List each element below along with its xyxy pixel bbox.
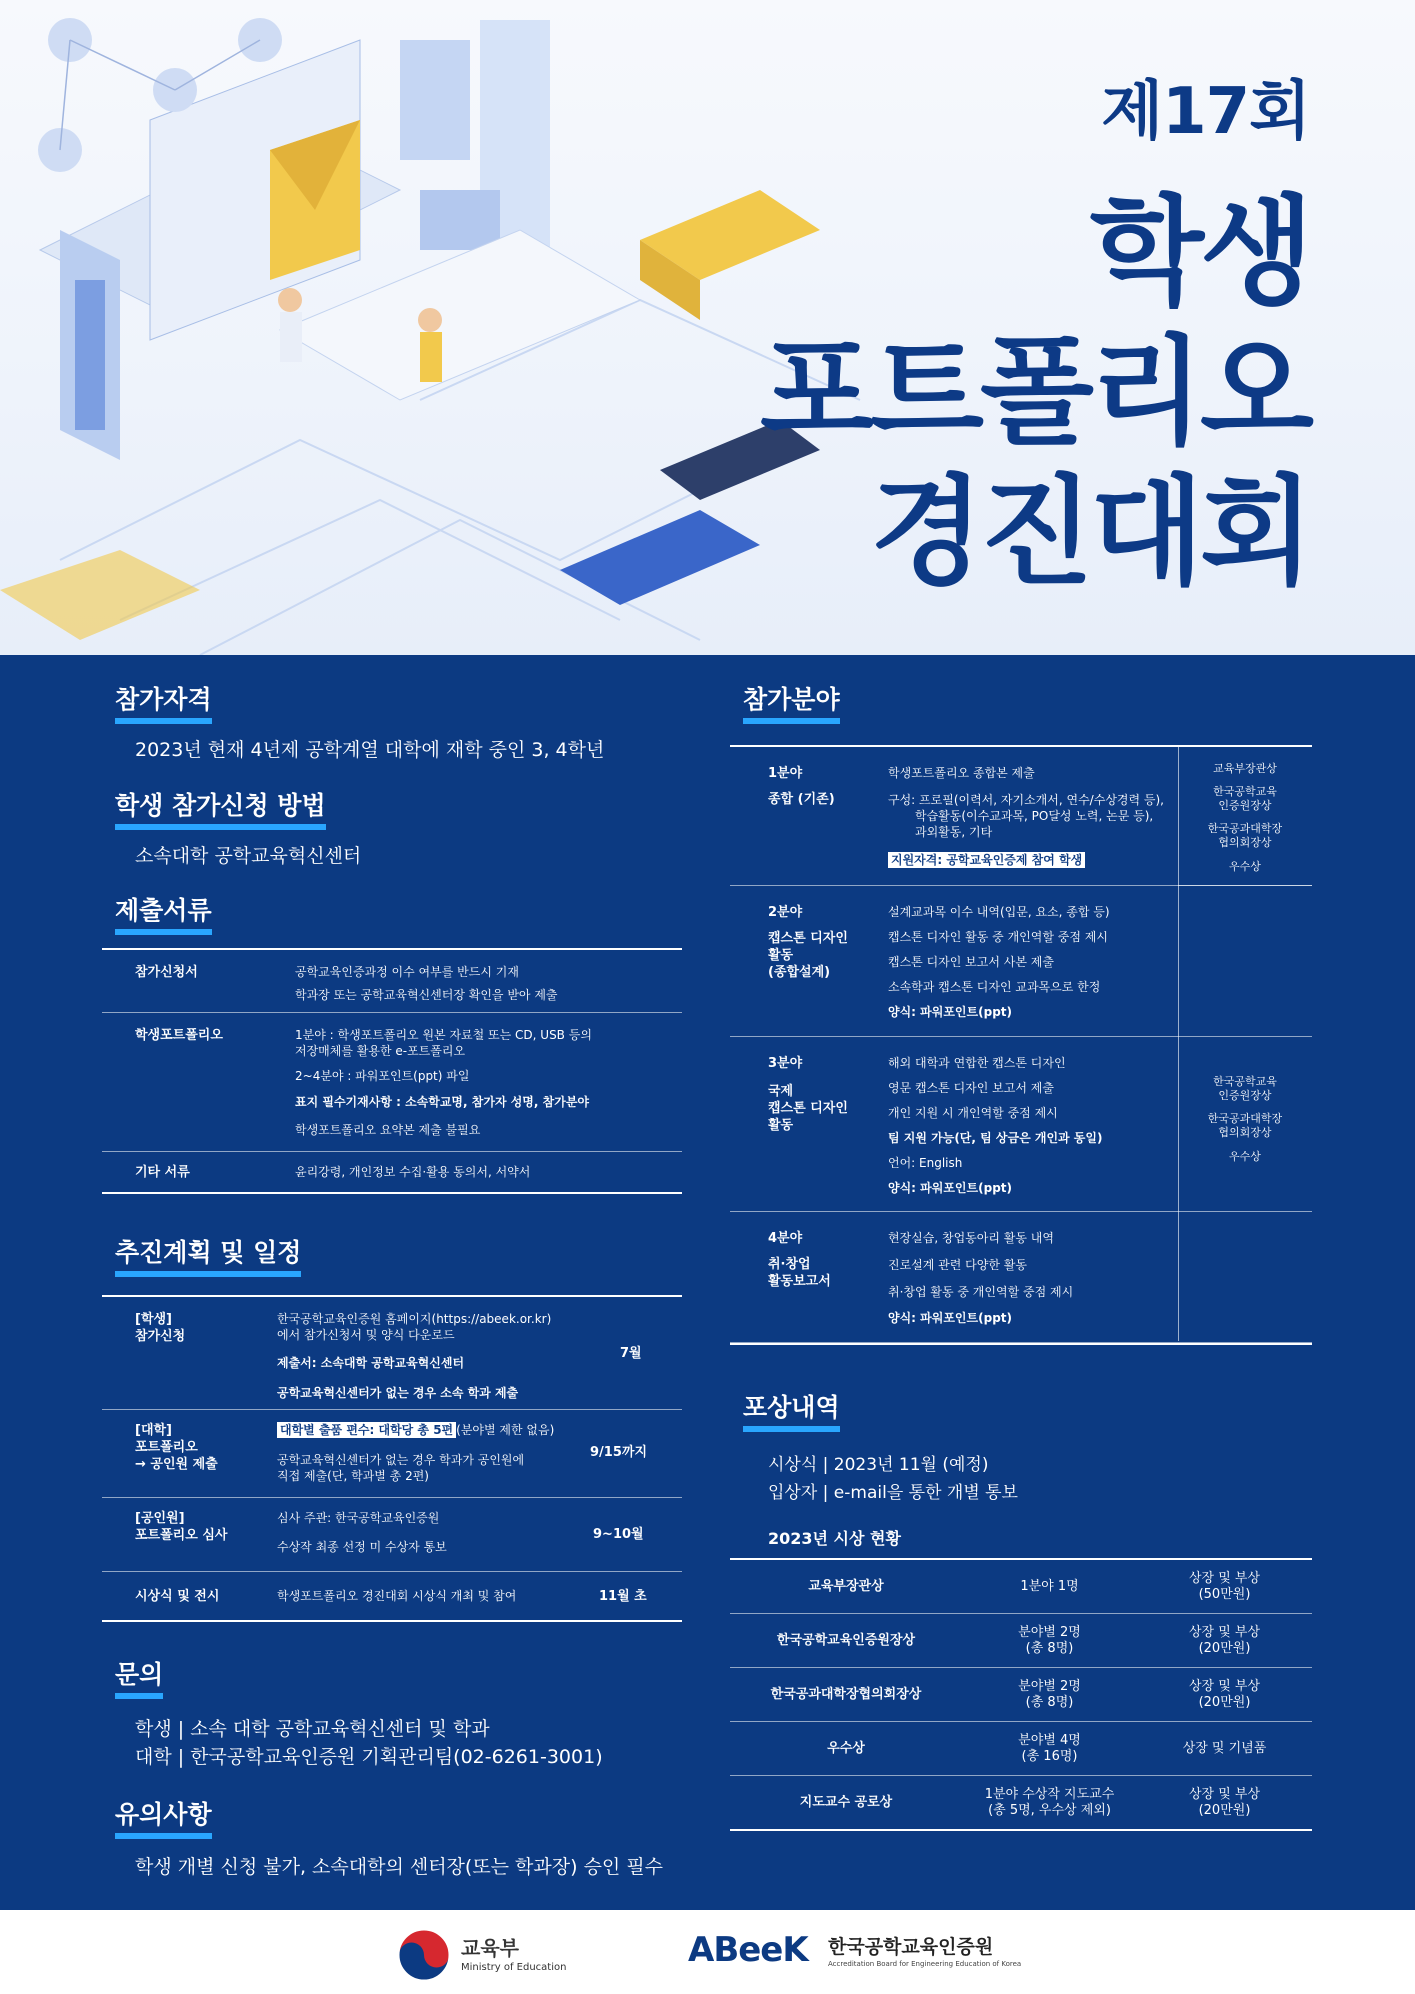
moe-korean-name: 교육부 [461, 1936, 519, 1960]
fields-heading: 참가분야 [743, 680, 840, 722]
row-text: 심사 주관: 한국공학교육인증원 [277, 1511, 440, 1525]
inquiry-line-2: 대학 | 한국공학교육인증원 기획관리팀(02-6261-3001) [135, 1746, 603, 1768]
row-text: 언어: English [888, 1156, 963, 1170]
field-name: 국제 [768, 1084, 794, 1099]
field-name: 캡스톤 디자인 [768, 1101, 848, 1116]
abeek-korean-name: 한국공학교육인증원 [828, 1936, 994, 1958]
row-text: 과외활동, 기타 [915, 825, 993, 839]
abeek-logo: ABeeK [688, 1930, 808, 1970]
row-text: 팀 지원 가능(단, 팀 상금은 개인과 동일) [888, 1131, 1103, 1145]
row-text: 표지 필수기재사항 : 소속학교명, 참가자 성명, 참가분야 [295, 1095, 590, 1109]
inquiry-line-1: 학생 | 소속 대학 공학교육혁신센터 및 학과 [135, 1718, 490, 1740]
column-divider [1178, 747, 1179, 1341]
row-text: 학생포트폴리오 요약본 제출 불필요 [295, 1123, 481, 1137]
row-label: [대학] [135, 1423, 172, 1438]
row-text: 현장실습, 창업동아리 활동 내역 [888, 1231, 1054, 1245]
title-block [760, 60, 1310, 602]
row-text: 공학교육인증과정 이수 여부를 반드시 기재 [295, 965, 519, 979]
footer-logos [0, 1910, 1415, 1994]
eligibility-text: 2023년 현재 4년제 공학계열 대학에 재학 중인 3, 4학년 [135, 739, 605, 761]
award-prize: 상장 및 부상 (20만원) [1188, 1786, 1261, 1818]
row-text: 양식: 파워포인트(ppt) [888, 1181, 1013, 1195]
field-number: 3분야 [768, 1056, 803, 1071]
prizes-heading: 포상내역 [743, 1388, 840, 1430]
award-name: 우수상 [827, 1740, 865, 1756]
row-text: 2~4분야 : 파워포인트(ppt) 파일 [295, 1069, 470, 1083]
award-list-top: 교육부장관상 한국공학교육 인증원장상 한국공과대학장 협의회장상 우수상 [1207, 762, 1283, 873]
row-text: 구성: 프로필(이력서, 자기소개서, 연수/수상경력 등), [888, 793, 1164, 807]
field-name: 활동보고서 [768, 1274, 831, 1289]
row-label: 포트폴리오 심사 [135, 1528, 228, 1543]
table-row [730, 1776, 1312, 1829]
award-name: 지도교수 공로상 [799, 1794, 893, 1810]
apply-heading: 학생 참가신청 방법 [115, 786, 326, 828]
table-row [102, 1297, 682, 1410]
row-text: 취·창업 활동 중 개인역할 중점 제시 [888, 1285, 1074, 1299]
row-label: 참가신청 [135, 1329, 186, 1344]
row-text: 직접 제출(단, 학과별 총 2편) [277, 1469, 429, 1483]
row-text: 양식: 파워포인트(ppt) [888, 1311, 1013, 1325]
award-count: 분야별 2명 (총 8명) [1018, 1678, 1081, 1710]
row-text: 공학교육혁신센터가 없는 경우 소속 학과 제출 [277, 1386, 519, 1400]
row-text: 학생포트폴리오 종합본 제출 [888, 766, 1035, 780]
eligibility-heading: 참가자격 [115, 680, 212, 722]
row-text: 해외 대학과 연합한 캡스톤 디자인 [888, 1056, 1066, 1070]
notice-heading: 유의사항 [115, 1795, 212, 1837]
table-row [730, 1668, 1312, 1722]
row-text: (분야별 제한 없음) [456, 1423, 555, 1437]
row-text: 영문 캡스톤 디자인 보고서 제출 [888, 1081, 1054, 1095]
table-row [730, 1614, 1312, 1668]
row-text: 학생포트폴리오 경진대회 시상식 개최 및 참여 [277, 1589, 517, 1603]
row-text: 학과장 또는 공학교육혁신센터장 확인을 받아 제출 [295, 988, 558, 1002]
moe-english-name: Ministry of Education [461, 1962, 567, 1973]
row-text: 캡스톤 디자인 보고서 사본 제출 [888, 955, 1054, 969]
table-row [102, 1152, 682, 1192]
award-prize: 상장 및 부상 (20만원) [1188, 1678, 1261, 1710]
highlight-text: 지원자격: 공학교육인증제 참여 학생 [888, 852, 1085, 868]
row-text: 윤리강령, 개인정보 수집·활용 동의서, 서약서 [295, 1165, 531, 1179]
row-text: 개인 지원 시 개인역할 중점 제시 [888, 1106, 1058, 1120]
title-line-1: 학생 [1090, 183, 1310, 321]
award-name: 한국공학교육인증원장상 [776, 1632, 916, 1648]
status-title: 2023년 시상 현황 [768, 1529, 901, 1548]
row-text: 소속학과 캡스톤 디자인 교과목으로 한정 [888, 980, 1101, 994]
table-row [730, 1212, 1312, 1343]
hero-banner [0, 0, 1415, 655]
row-date: 9~10월 [593, 1527, 644, 1542]
award-count: 1분야 1명 [1020, 1578, 1079, 1594]
table-row [730, 1560, 1312, 1614]
field-name: 캡스톤 디자인 [768, 931, 848, 946]
table-row [102, 1498, 682, 1572]
field-name: 활동 [768, 1118, 794, 1133]
row-text: 양식: 파워포인트(ppt) [888, 1005, 1013, 1019]
main-content [0, 655, 1415, 1910]
award-prize: 상장 및 부상 (20만원) [1188, 1624, 1261, 1656]
table-row [102, 950, 682, 1013]
award-divider [1178, 885, 1312, 886]
fields-table [730, 745, 1312, 1345]
row-label: 참가신청서 [135, 965, 198, 980]
row-label: [학생] [135, 1312, 172, 1327]
award-name: 한국공과대학장협의회장상 [770, 1686, 922, 1702]
field-name: 활동 [768, 948, 794, 963]
field-number: 1분야 [768, 766, 803, 781]
row-text: 제출서: 소속대학 공학교육혁신센터 [277, 1356, 465, 1370]
row-text: 한국공학교육인증원 홈페이지(https://abeek.or.kr) [277, 1312, 552, 1326]
field-number: 4분야 [768, 1231, 803, 1246]
row-date: 7월 [620, 1346, 642, 1361]
row-text: 에서 참가신청서 및 양식 다운로드 [277, 1328, 455, 1342]
row-label: → 공인원 제출 [135, 1457, 218, 1472]
field-name: 종합 (기존) [768, 792, 835, 807]
award-name: 교육부장관상 [808, 1578, 884, 1594]
edition-label: 제17회 [1101, 75, 1310, 149]
ministry-emblem-icon [397, 1928, 451, 1982]
award-count: 분야별 4명 (총 16명) [1018, 1732, 1081, 1764]
row-label: [공인원] [135, 1511, 185, 1526]
documents-table [102, 948, 682, 1194]
row-text: 저장매체를 활용한 e-포트폴리오 [295, 1044, 466, 1058]
row-label: 시상식 및 전시 [135, 1589, 220, 1604]
inquiry-heading: 문의 [115, 1655, 163, 1697]
title-line-2: 포트폴리오 [760, 323, 1310, 461]
highlight-text: 대학별 출품 편수: 대학당 총 5편 [277, 1422, 456, 1438]
apply-text: 소속대학 공학교육혁신센터 [135, 845, 362, 867]
row-text: 학습활동(이수교과목, PO달성 노력, 논문 등), [915, 809, 1154, 823]
row-date: 11월 초 [599, 1589, 647, 1604]
field-name: 취·창업 [768, 1257, 811, 1272]
table-row [730, 1722, 1312, 1776]
prizes-table [730, 1558, 1312, 1831]
documents-heading: 제출서류 [115, 891, 212, 933]
row-date: 9/15까지 [590, 1445, 648, 1460]
notice-text: 학생 개별 신청 불가, 소속대학의 센터장(또는 학과장) 승인 필수 [135, 1856, 664, 1878]
schedule-table [102, 1295, 682, 1622]
row-text: 캡스톤 디자인 활동 중 개인역할 중점 제시 [888, 930, 1108, 944]
row-text: 공학교육혁신센터가 없는 경우 학과가 공인원에 [277, 1453, 525, 1467]
row-label: 기타 서류 [135, 1165, 190, 1180]
row-text: 설계교과목 이수 내역(입문, 요소, 종합 등) [888, 905, 1110, 919]
abeek-english-name: Accreditation Board for Engineering Education of Korea [828, 1960, 1022, 1968]
isometric-illustration [0, 0, 880, 655]
award-prize: 상장 및 부상 (50만원) [1188, 1570, 1261, 1602]
schedule-heading: 추진계획 및 일정 [115, 1233, 301, 1275]
field-number: 2분야 [768, 905, 803, 920]
award-count: 분야별 2명 (총 8명) [1018, 1624, 1081, 1656]
winners-text: 입상자 | e-mail을 통한 개별 통보 [768, 1483, 1018, 1503]
table-row [102, 1410, 682, 1498]
award-count: 1분야 수상작 지도교수 (총 5명, 우수상 제외) [984, 1786, 1115, 1818]
ceremony-text: 시상식 | 2023년 11월 (예정) [768, 1455, 989, 1475]
table-row [730, 886, 1312, 1037]
row-text: 1분야 : 학생포트폴리오 원본 자료철 또는 CD, USB 등의 [295, 1028, 592, 1042]
row-label: 포트폴리오 [135, 1440, 198, 1455]
row-text: 진로설계 관련 다양한 활동 [888, 1258, 1027, 1272]
title-line-3: 경진대회 [870, 463, 1310, 601]
table-row [102, 1572, 682, 1620]
table-row [102, 1013, 682, 1152]
award-prize: 상장 및 기념품 [1182, 1740, 1267, 1756]
row-label: 학생포트폴리오 [135, 1028, 223, 1043]
field-name: (종합설계) [768, 965, 831, 980]
award-list-bottom: 한국공학교육 인증원장상 한국공과대학장 협의회장상 우수상 [1207, 1075, 1283, 1163]
row-text: 수상작 최종 선정 미 수상자 통보 [277, 1540, 447, 1554]
